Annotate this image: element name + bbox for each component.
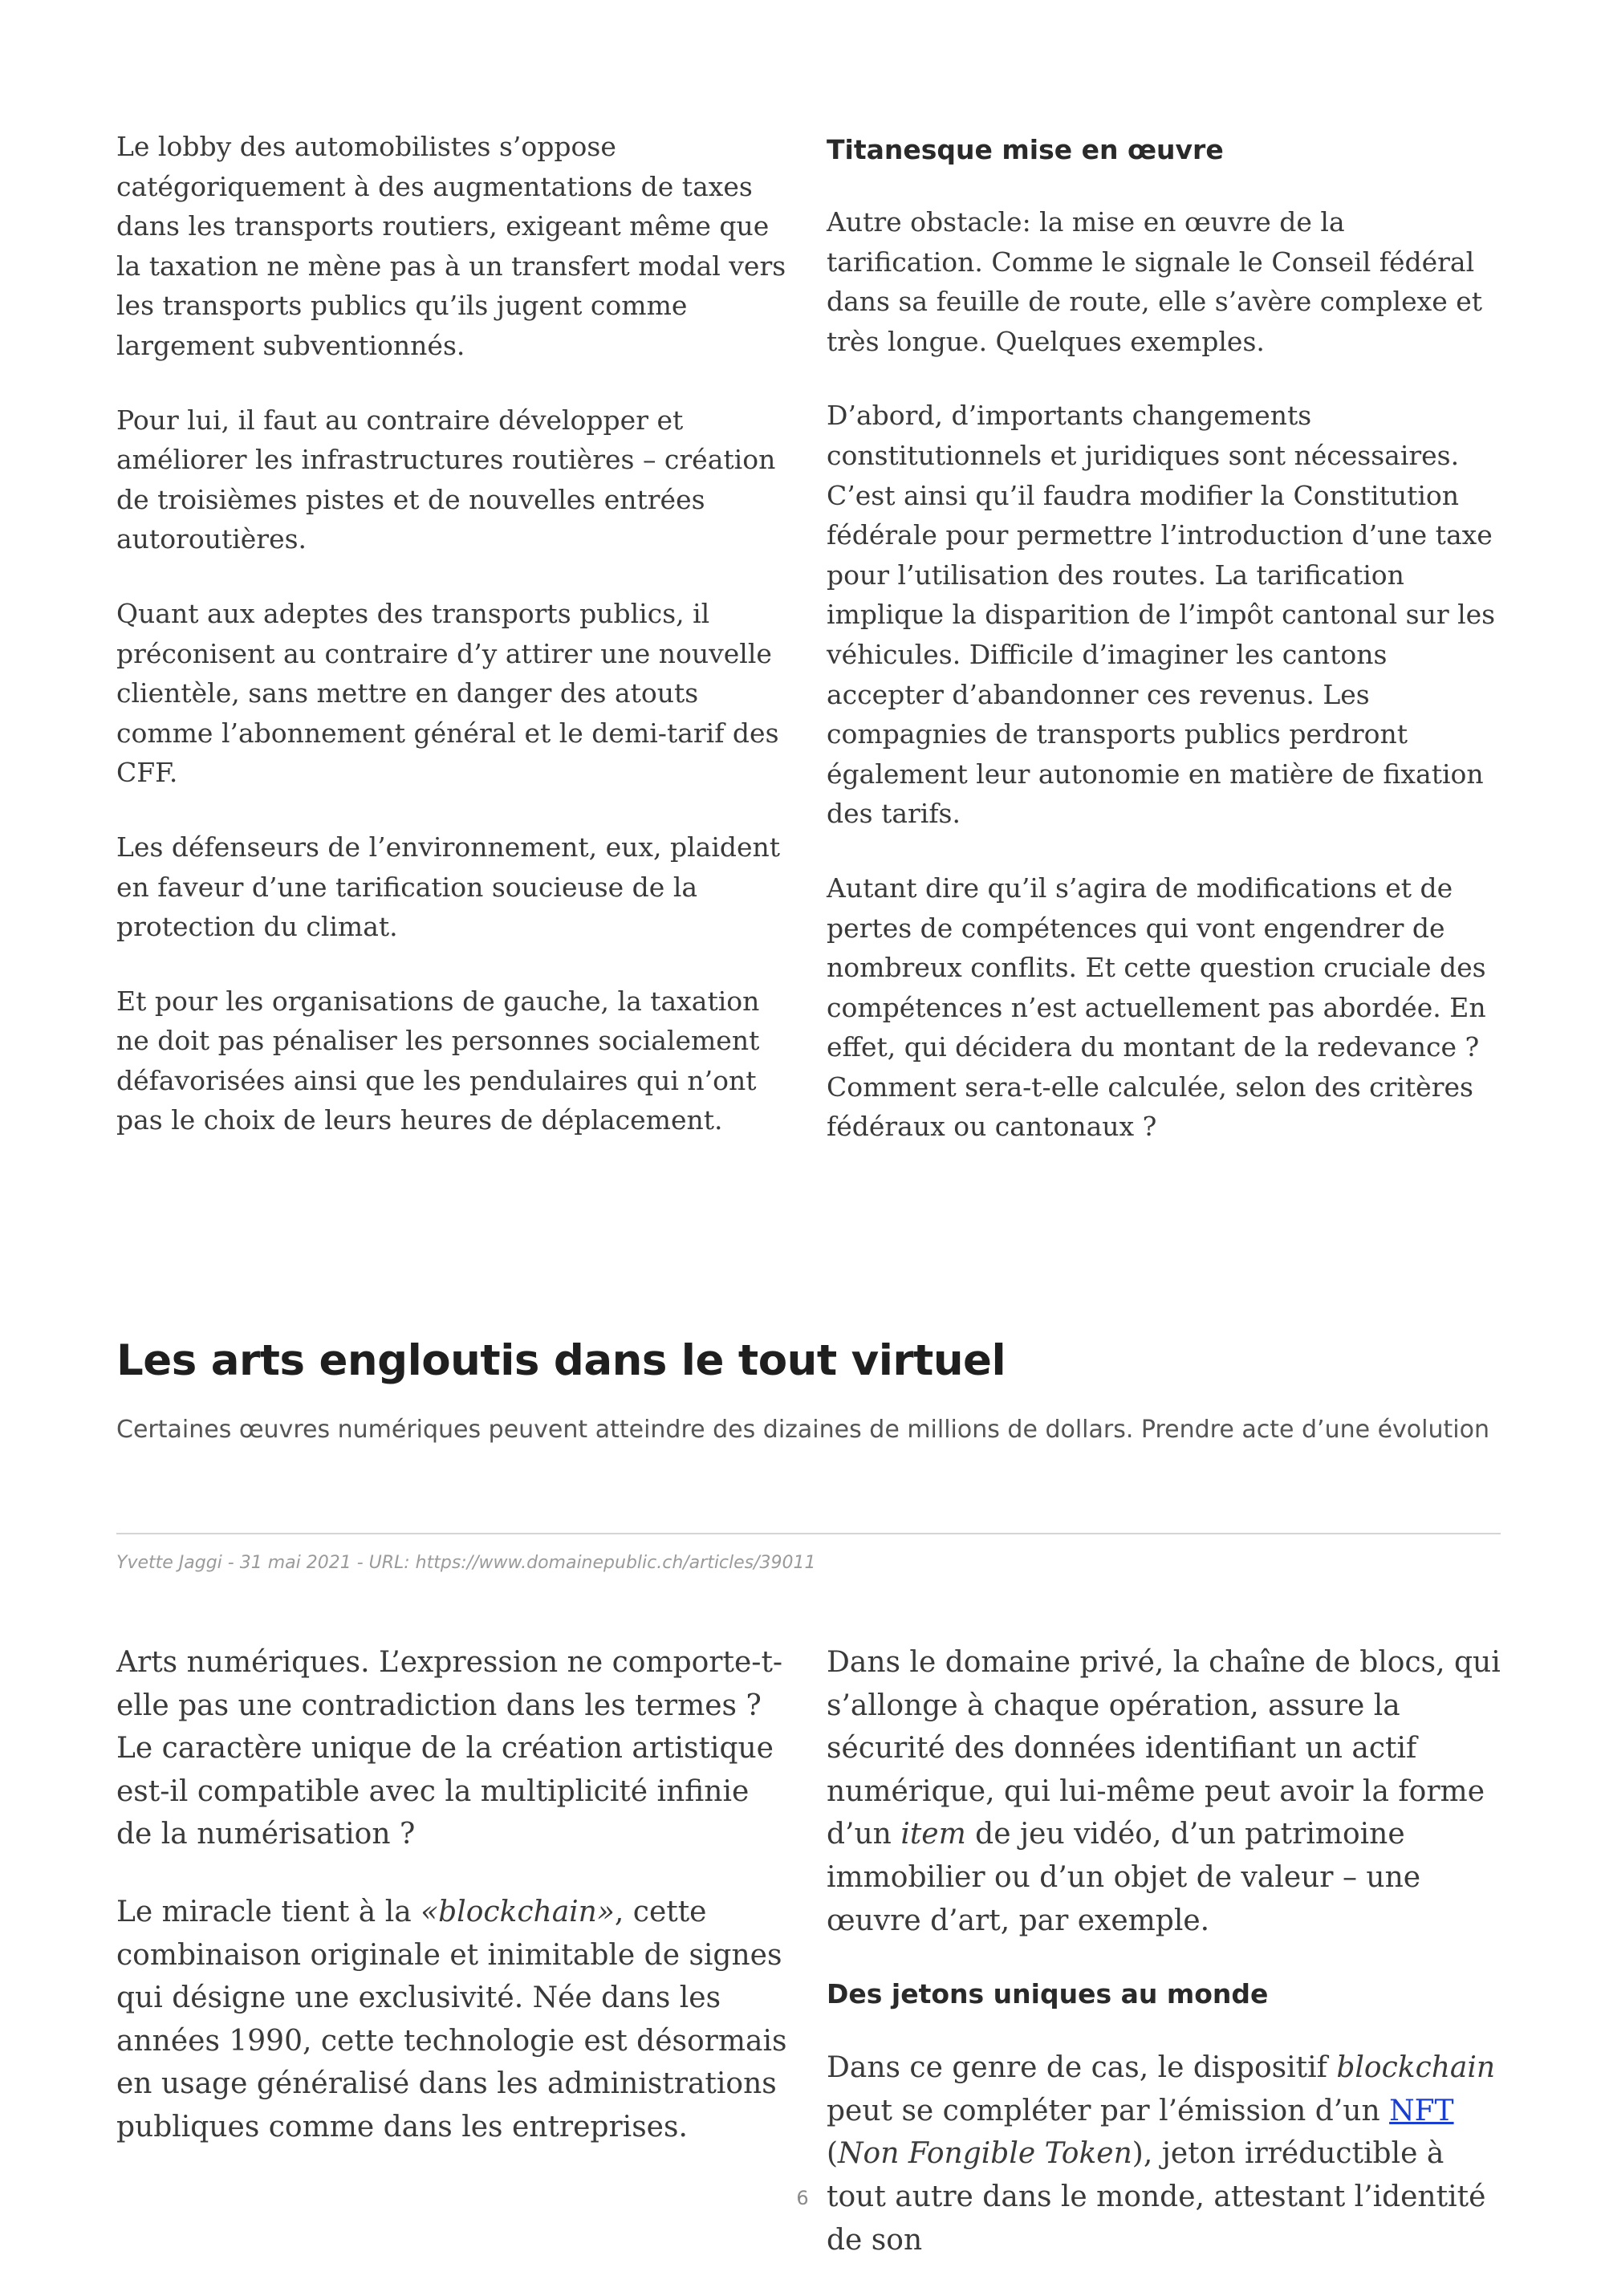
paragraph: Pour lui, il faut au contraire développer et améliorer les infrastructures routières – création de troisièmes pistes et de nouvelles entrées autoroutières. <box>116 404 776 555</box>
emphasis-text: «blockchain» <box>421 1895 615 1928</box>
paragraph: Autant dire qu’il s’agira de modifications et de pertes de compétences qui vont engendrer de nombreux conflits. Et cette question cruciale des compétences n’est actuellement pas abordée. En effet, qui décidera du montant de la redevance ? Comment sera-t-elle calculée, selon des critères fédéraux ou cantonaux ? <box>827 872 1486 1143</box>
paragraph: Les défenseurs de l’environnement, eux, plaident en faveur d’une tarification soucieuse de la protection du climat. <box>116 831 781 943</box>
left-column-article <box>116 1641 790 2184</box>
page-number: 6 <box>796 2187 809 2209</box>
divider <box>116 1533 1501 1534</box>
text-run: ( <box>827 2137 839 2171</box>
paragraph: Et pour les organisations de gauche, la taxation ne doit pas pénaliser les personnes socialement défavorisées ainsi que les pendulaires qui n’ont pas le choix de leurs heures de déplacement. <box>116 985 760 1136</box>
paragraph: Autre obstacle: la mise en œuvre de la tarification. Comme le signale le Conseil fédéral dans sa feuille de route, elle s’avère complexe et très longue. Quelques exemples. <box>827 206 1483 357</box>
paragraph <box>827 1641 1501 1942</box>
paragraph: D’abord, d’importants changements constitutionnels et juridiques sont nécessaires. C’est ainsi qu’il faudra modifier la Constitution fédérale pour permettre l’introduction d’une taxe pour l’utilisation des routes. La tarification implique la disparition de l’impôt cantonal sur les véhicules. Difficile d’imaginer les cantons accepter d’abandonner ces revenus. Les compagnies de transports publics perdront également leur autonomie en matière de fixation des tarifs. <box>827 400 1496 830</box>
article-subtitle: Certaines œuvres numériques peuvent atteindre des dizaines de millions de dollars. Prendre acte d’une évolution <box>116 1416 1489 1444</box>
left-column-top <box>116 127 790 1175</box>
paragraph <box>827 2046 1501 2261</box>
text-run: , cette combinaison originale et inimitable de signes qui désigne une exclusivité. Née dans les années 1990, cette technologie est désormais en usage généralisé dans les administrations publiques comme dans les entreprises. <box>116 1895 787 2144</box>
emphasis-text: blockchain <box>1336 2051 1496 2085</box>
section-heading: Des jetons uniques au monde <box>827 1978 1269 2010</box>
paragraph <box>116 1891 790 2149</box>
article-meta: Yvette Jaggi - 31 mai 2021 - URL: https://www.domainepublic.ch/articles/39011 <box>116 1553 816 1573</box>
right-column-top <box>827 132 1501 1181</box>
paragraph: Le lobby des automobilistes s’oppose catégoriquement à des augmentations de taxes dans les transports routiers, exigeant même que la taxation ne mène pas à un transfert modal vers les transports publics qu’ils jugent comme largement subventionnés. <box>116 131 786 361</box>
text-run: peut se compléter par l’émission d’un <box>827 2094 1390 2127</box>
paragraph: Quant aux adeptes des transports publics, il préconisent au contraire d’y attirer une nouvelle clientèle, sans mettre en danger des atouts comme l’abonnement général et le demi-tarif des CFF. <box>116 597 779 789</box>
text-run: Dans ce genre de cas, le dispositif <box>827 2051 1337 2085</box>
text-run: ), jeton irréductible à tout autre dans le monde, attestant l’identité de son <box>827 2137 1486 2257</box>
emphasis-text: Non Fongible Token <box>838 2137 1132 2171</box>
emphasis-text: item <box>900 1818 966 1851</box>
nft-link[interactable]: NFT <box>1389 2094 1454 2127</box>
article-title: Les arts engloutis dans le tout virtuel <box>116 1336 1006 1385</box>
section-heading: Titanesque mise en œuvre <box>827 134 1224 165</box>
text-run: de jeu vidéo, d’un patrimoine immobilier ou d’un objet de valeur – une œuvre d’art, par exemple. <box>827 1818 1421 1937</box>
text-run: Le miracle tient à la <box>116 1895 421 1928</box>
paragraph: Arts numériques. L’expression ne comporte-t-elle pas une contradiction dans les termes ? Le caractère unique de la création artistique est-il compatible avec la multiplicité infinie de la numérisation ? <box>116 1646 783 1851</box>
text-run: Dans le domaine privé, la chaîne de blocs, qui s’allonge à chaque opération, assure la sécurité des données identifiant un actif numérique, qui lui-même peut avoir la forme d’un <box>827 1646 1501 1851</box>
